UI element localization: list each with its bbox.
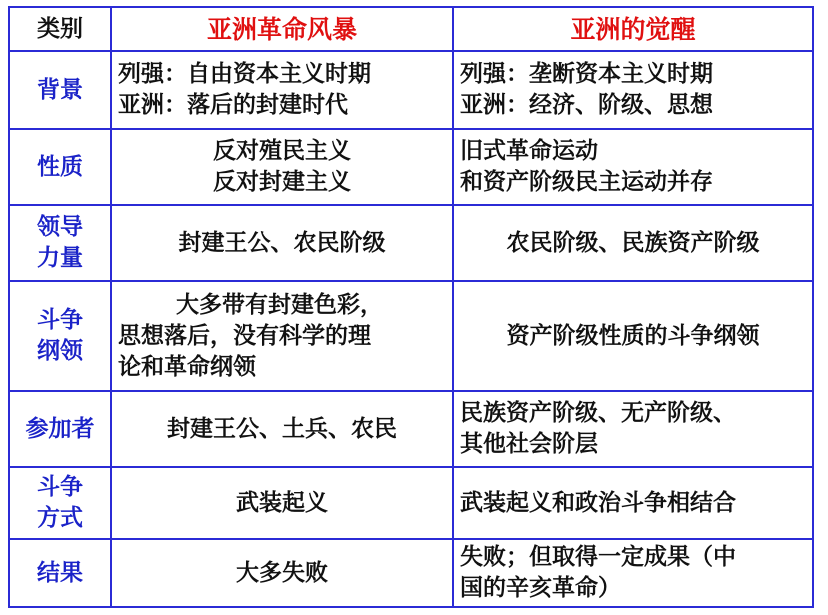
col2-cell — [453, 467, 813, 539]
cell-line: 亚洲：落后的封建时代 — [118, 92, 348, 118]
category-text: 参加者 — [25, 415, 95, 442]
cell-line: 大多失败 — [236, 559, 328, 586]
cell-line: 大多带有封建色彩， — [176, 291, 383, 318]
col1-cell — [111, 205, 453, 281]
cell-line: 封建王公、土兵、农民 — [167, 415, 397, 442]
table-row — [9, 391, 813, 467]
col1-cell — [111, 467, 453, 539]
col1-cell — [111, 281, 453, 391]
table-row — [9, 467, 813, 539]
row-category — [9, 129, 111, 205]
col2-cell — [453, 539, 813, 607]
header-col2: 亚洲的觉醒 — [453, 7, 813, 51]
cell-line: 封建王公、农民阶级 — [178, 229, 386, 256]
row-category — [9, 391, 111, 467]
category-text: 领导 — [37, 214, 83, 240]
category-text: 结果 — [37, 559, 83, 586]
category-text: 方式 — [37, 505, 83, 531]
cell-line: 思想落后，没有科学的理 — [118, 322, 371, 349]
category-text: 力量 — [37, 245, 83, 271]
cell-line: 武装起义和政治斗争相结合 — [460, 489, 736, 516]
col1-cell — [111, 391, 453, 467]
cell-line: 反对封建主义 — [213, 169, 351, 195]
table-row — [9, 129, 813, 205]
header-category: 类别 — [9, 7, 111, 51]
cell-line: 农民阶级、民族资产阶级 — [506, 229, 760, 256]
cell-line: 和资产阶级民主运动并存 — [460, 169, 713, 195]
cell-line: 资产阶级性质的斗争纲领 — [506, 322, 760, 349]
comparison-table-frame — [8, 6, 812, 606]
col2-cell — [453, 129, 813, 205]
col2-cell — [453, 281, 813, 391]
col2-cell — [453, 205, 813, 281]
col1-cell — [111, 539, 453, 607]
cell-line: 民族资产阶级、无产阶级、 — [460, 400, 736, 426]
table-row — [9, 205, 813, 281]
category-text: 斗争 — [37, 474, 83, 500]
cell-line: 国的辛亥革命） — [460, 575, 621, 601]
category-text: 斗争 — [37, 307, 83, 333]
row-category — [9, 205, 111, 281]
category-text: 背景 — [37, 76, 83, 103]
comparison-table — [8, 6, 814, 608]
row-category — [9, 281, 111, 391]
table-row — [9, 281, 813, 391]
cell-line: 武装起义 — [236, 489, 328, 516]
row-category — [9, 467, 111, 539]
row-category — [9, 539, 111, 607]
cell-line: 失败；但取得一定成果（中 — [460, 544, 736, 570]
col1-cell — [111, 129, 453, 205]
table-row — [9, 539, 813, 607]
cell-line: 列强：垄断资本主义时期 — [460, 61, 713, 87]
header-row — [9, 7, 813, 51]
header-col1: 亚洲革命风暴 — [111, 7, 453, 51]
category-text: 纲领 — [37, 338, 83, 364]
cell-line: 列强：自由资本主义时期 — [118, 61, 371, 87]
cell-line: 论和革命纲领 — [118, 353, 256, 380]
cell-line: 反对殖民主义 — [213, 138, 351, 164]
col2-cell — [453, 51, 813, 129]
col2-cell — [453, 391, 813, 467]
cell-line: 亚洲：经济、阶级、思想 — [460, 92, 713, 118]
category-text: 性质 — [37, 153, 83, 180]
cell-line: 其他社会阶层 — [460, 431, 598, 457]
row-category — [9, 51, 111, 129]
table-row — [9, 51, 813, 129]
col1-cell — [111, 51, 453, 129]
cell-line: 旧式革命运动 — [460, 138, 598, 164]
